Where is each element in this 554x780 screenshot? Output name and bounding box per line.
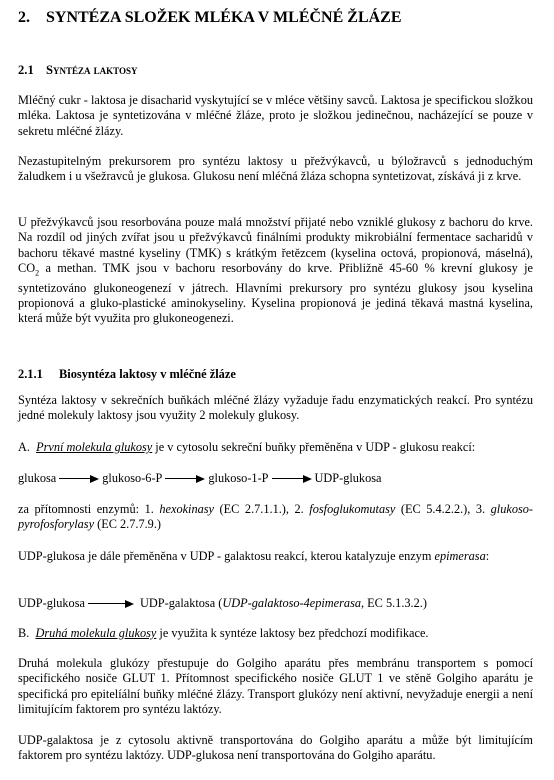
paragraph-glucose-precursor: Nezastupitelným prekursorem pro syntézu laktosy u přežvýkavců, u býložravců s jednoduchým žaludkem i u všežravců je glukosa. Glukosu není mléčná žláza schopna syntetizovat, získává ji z krve. bbox=[18, 154, 533, 184]
reaction-epimerization bbox=[18, 596, 427, 611]
enzyme-name: fosfoglukomutasy bbox=[309, 502, 396, 516]
reaction-arrow bbox=[88, 599, 134, 609]
subsection-number: 2.1.1 bbox=[18, 367, 43, 381]
enzyme-ec: (EC 5.4.2.2.), 3. bbox=[395, 502, 491, 516]
point-text: je využita k syntéze laktosy bez předchozí modifikace. bbox=[156, 626, 429, 640]
point-a bbox=[18, 440, 475, 455]
enzyme-name: hexokinasy bbox=[159, 502, 215, 516]
paragraph-lactose-intro: Mléčný cukr - laktosa je disacharid vyskytující se v mléce většiny savců. Laktosa je specifickou složkou mléka. Laktosa je syntetizována v mléčné žláze, proto je složkou jedinečnou, nacházející se pouze v sekretu mléčné žlázy. bbox=[18, 93, 533, 138]
enzyme-ec: (EC 2.7.7.9.) bbox=[94, 517, 162, 532]
reaction-compound: UDP-glukosa bbox=[314, 471, 382, 485]
paragraph-text: : bbox=[485, 549, 490, 563]
enzyme-ec: (EC 2.7.1.1.), 2. bbox=[214, 502, 310, 516]
section-heading bbox=[18, 63, 138, 78]
reaction-compound: glukosa bbox=[18, 471, 57, 485]
point-emphasis: Druhá molekula glukosy bbox=[35, 626, 157, 640]
paragraph-udp-transport: UDP-galaktosa je z cytosolu aktivně transportována do Golgiho aparátu a může být limitujícím faktorem pro syntézu laktózy. UDP-glukosa není transportována do Golgiho aparátu. bbox=[18, 733, 533, 763]
paragraph-ruminants bbox=[18, 215, 533, 327]
co2-subscript: 2 bbox=[35, 268, 40, 278]
reaction-arrow bbox=[165, 474, 205, 484]
point-b bbox=[18, 626, 428, 641]
point-letter: A. bbox=[18, 440, 30, 454]
chapter-heading bbox=[18, 9, 402, 27]
reaction-arrow bbox=[59, 474, 99, 484]
point-text: je v cytosolu sekreční buňky přeměněna v UDP - glukosu reakcí: bbox=[152, 440, 476, 454]
point-letter: B. bbox=[18, 626, 30, 640]
subsection-title: Biosyntéza laktosy v mléčné žláze bbox=[59, 367, 236, 381]
reaction-compound: glukoso-1-P bbox=[208, 471, 269, 485]
enzyme-name: epimerasa bbox=[434, 549, 486, 563]
reaction-compound: glukoso-6-P bbox=[102, 471, 163, 485]
enzyme-name: UDP-galaktoso-4epimerasa bbox=[222, 596, 362, 610]
chapter-number: 2. bbox=[18, 9, 30, 26]
paragraph-epimerase bbox=[18, 549, 533, 564]
enzyme-ec: , EC 5.1.3.2.) bbox=[361, 596, 427, 610]
subsection-heading bbox=[18, 367, 236, 382]
reaction-glucose-to-udp bbox=[18, 471, 381, 486]
reaction-compound: UDP-glukosa bbox=[18, 596, 85, 610]
section-number: 2.1 bbox=[18, 63, 34, 77]
point-emphasis: První molekula glukosy bbox=[36, 440, 153, 454]
paragraph-text: UDP-glukosa je dále přeměněna v UDP - galaktosu reakcí, kterou katalyzuje enzym bbox=[18, 549, 435, 563]
paragraph-biosynthesis: Syntéza laktosy v sekrečních buňkách mléčné žlázy vyžaduje řadu enzymatických reakcí. Pro syntézu jedné molekuly laktosy jsou využity 2 molekuly glukosy. bbox=[18, 393, 533, 423]
enzymes-text: za přítomnosti enzymů: 1. bbox=[18, 502, 160, 516]
section-title: Syntéza laktosy bbox=[46, 63, 138, 77]
paragraph-enzymes bbox=[18, 502, 533, 533]
reaction-compound: UDP-galaktosa ( bbox=[140, 596, 223, 610]
paragraph-text: a methan. TMK jsou v bachoru resorbovány do krve. Přibližně 45-60 % krevní glukosy je syntetizováno glukoneogenezí v játrech. Hlavními prekursory pro syntézu glukosy jsou kyselina propionová a gluko-plastické aminokyseliny. Kyselina propionová je jediná těkavá mastná kyselina, která může být využita pro glukoneogenezi. bbox=[18, 260, 533, 326]
paragraph-text: U přežvýkavců jsou resorbována pouze malá množství přijaté nebo vzniklé glukosy z bachoru do krve. Na rozdíl od jiných zvířat jsou u přežvýkavců finálními produkty mikrobiální fermentace sacharidů v bachoru těkavé mastné kyseliny (TMK) s krátkým řetězcem (kyselina octová, propionová, máselná), CO bbox=[18, 215, 533, 275]
chapter-title: SYNTÉZA SLOŽEK MLÉKA V MLÉČNÉ ŽLÁZE bbox=[46, 9, 402, 26]
enzyme-name: glukoso-pyrofosforylasy bbox=[18, 502, 534, 532]
paragraph-glut1: Druhá molekula glukózy přestupuje do Golgiho aparátu přes membránu transportem s pomocí specifického nosiče GLUT 1. Přítomnost specifického nosiče GLUT 1 ve stěně Golgiho aparátu je specifická pro epitelíální buňky mléčné žlázy. Transport glukózy není aktivní, nevyžaduje energii a není limitujícím faktorem pro syntézu laktózy. bbox=[18, 656, 533, 716]
reaction-arrow bbox=[272, 474, 312, 484]
